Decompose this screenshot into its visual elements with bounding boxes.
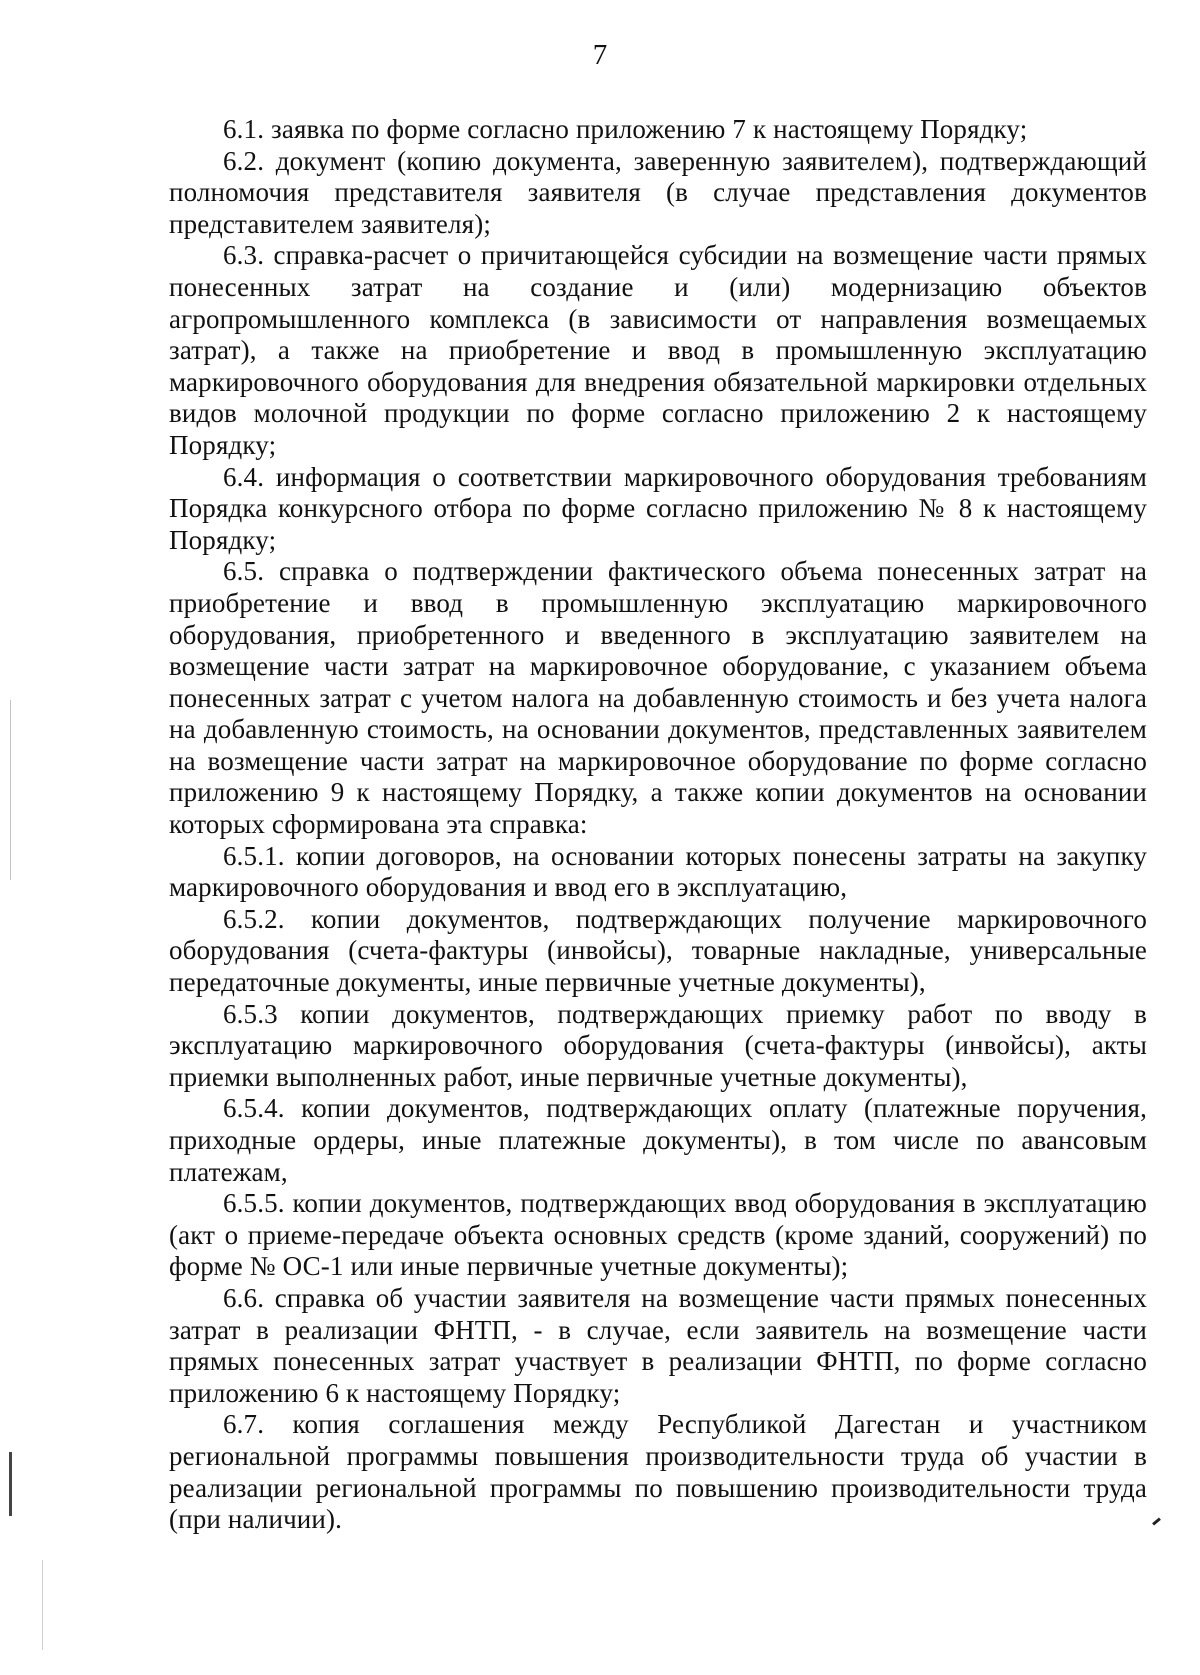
paragraph-6-7: 6.7. копия соглашения между Республикой Дагестан и участником региональной программы повышения производительности труда об участии в реализации региональной программы по повышению производительности труда (при наличии). bbox=[169, 1409, 1147, 1535]
scan-artifact-line bbox=[9, 1452, 12, 1516]
pen-tick-mark bbox=[1152, 1517, 1161, 1525]
paragraph-6-2: 6.2. документ (копию документа, заверенную заявителем), подтверждающий полномочия представителя заявителя (в случае представления документов представителем заявителя); bbox=[169, 145, 1147, 239]
scan-artifact-line bbox=[10, 700, 11, 880]
page-number: 7 bbox=[592, 39, 608, 71]
paragraph-6-5-5: 6.5.5. копии документов, подтверждающих ввод оборудования в эксплуатацию (акт о приеме-передаче объекта основных средств (кроме зданий, сооружений) по форме № ОС-1 или иные первичные учетные документы); bbox=[169, 1188, 1147, 1282]
paragraph-6-5-3: 6.5.3 копии документов, подтверждающих приемку работ по вводу в эксплуатацию маркировочного оборудования (счета-фактуры (инвойсы), акты приемки выполненных работ, иные первичные учетные документы), bbox=[169, 998, 1147, 1092]
document-body bbox=[169, 114, 1147, 1536]
paragraph-6-4: 6.4. информация о соответствии маркировочного оборудования требованиям Порядка конкурсного отбора по форме согласно приложению № 8 к настоящему Порядку; bbox=[169, 461, 1147, 555]
paragraph-6-6: 6.6. справка об участии заявителя на возмещение части прямых понесенных затрат в реализации ФНТП, - в случае, если заявитель на возмещение части прямых понесенных затрат участвует в реализации ФНТП, по форме согласно приложению 6 к настоящему Порядку; bbox=[169, 1282, 1147, 1408]
paragraph-6-5-1: 6.5.1. копии договоров, на основании которых понесены затраты на закупку маркировочного оборудования и ввод его в эксплуатацию, bbox=[169, 840, 1147, 903]
paragraph-6-5: 6.5. справка о подтверждении фактического объема понесенных затрат на приобретение и ввод в промышленную эксплуатацию маркировочного оборудования, приобретенного и введенного в эксплуатацию заявителем на возмещение части затрат на маркировочное оборудование, с указанием объема понесенных затрат с учетом налога на добавленную стоимость и без учета налога на добавленную стоимость, на основании документов, представленных заявителем на возмещение части затрат на маркировочное оборудование по форме согласно приложению 9 к настоящему Порядку, а также копии документов на основании которых сформирована эта справка: bbox=[169, 556, 1147, 840]
scan-artifact-line bbox=[42, 1560, 43, 1650]
paragraph-6-3: 6.3. справка-расчет о причитающейся субсидии на возмещение части прямых понесенных затрат на создание и (или) модернизацию объектов агропромышленного комплекса (в зависимости от направления возмещаемых затрат), а также на приобретение и ввод в промышленную эксплуатацию маркировочного оборудования для внедрения обязательной маркировки отдельных видов молочной продукции по форме согласно приложению 2 к настоящему Порядку; bbox=[169, 240, 1147, 460]
paragraph-6-5-4: 6.5.4. копии документов, подтверждающих оплату (платежные поручения, приходные ордеры, иные платежные документы), в том числе по авансовым платежам, bbox=[169, 1093, 1147, 1187]
paragraph-6-5-2: 6.5.2. копии документов, подтверждающих получение маркировочного оборудования (счета-фактуры (инвойсы), товарные накладные, универсальные передаточные документы, иные первичные учетные документы), bbox=[169, 903, 1147, 998]
paragraph-6-1: 6.1. заявка по форме согласно приложению 7 к настоящему Порядку; bbox=[223, 114, 1028, 144]
